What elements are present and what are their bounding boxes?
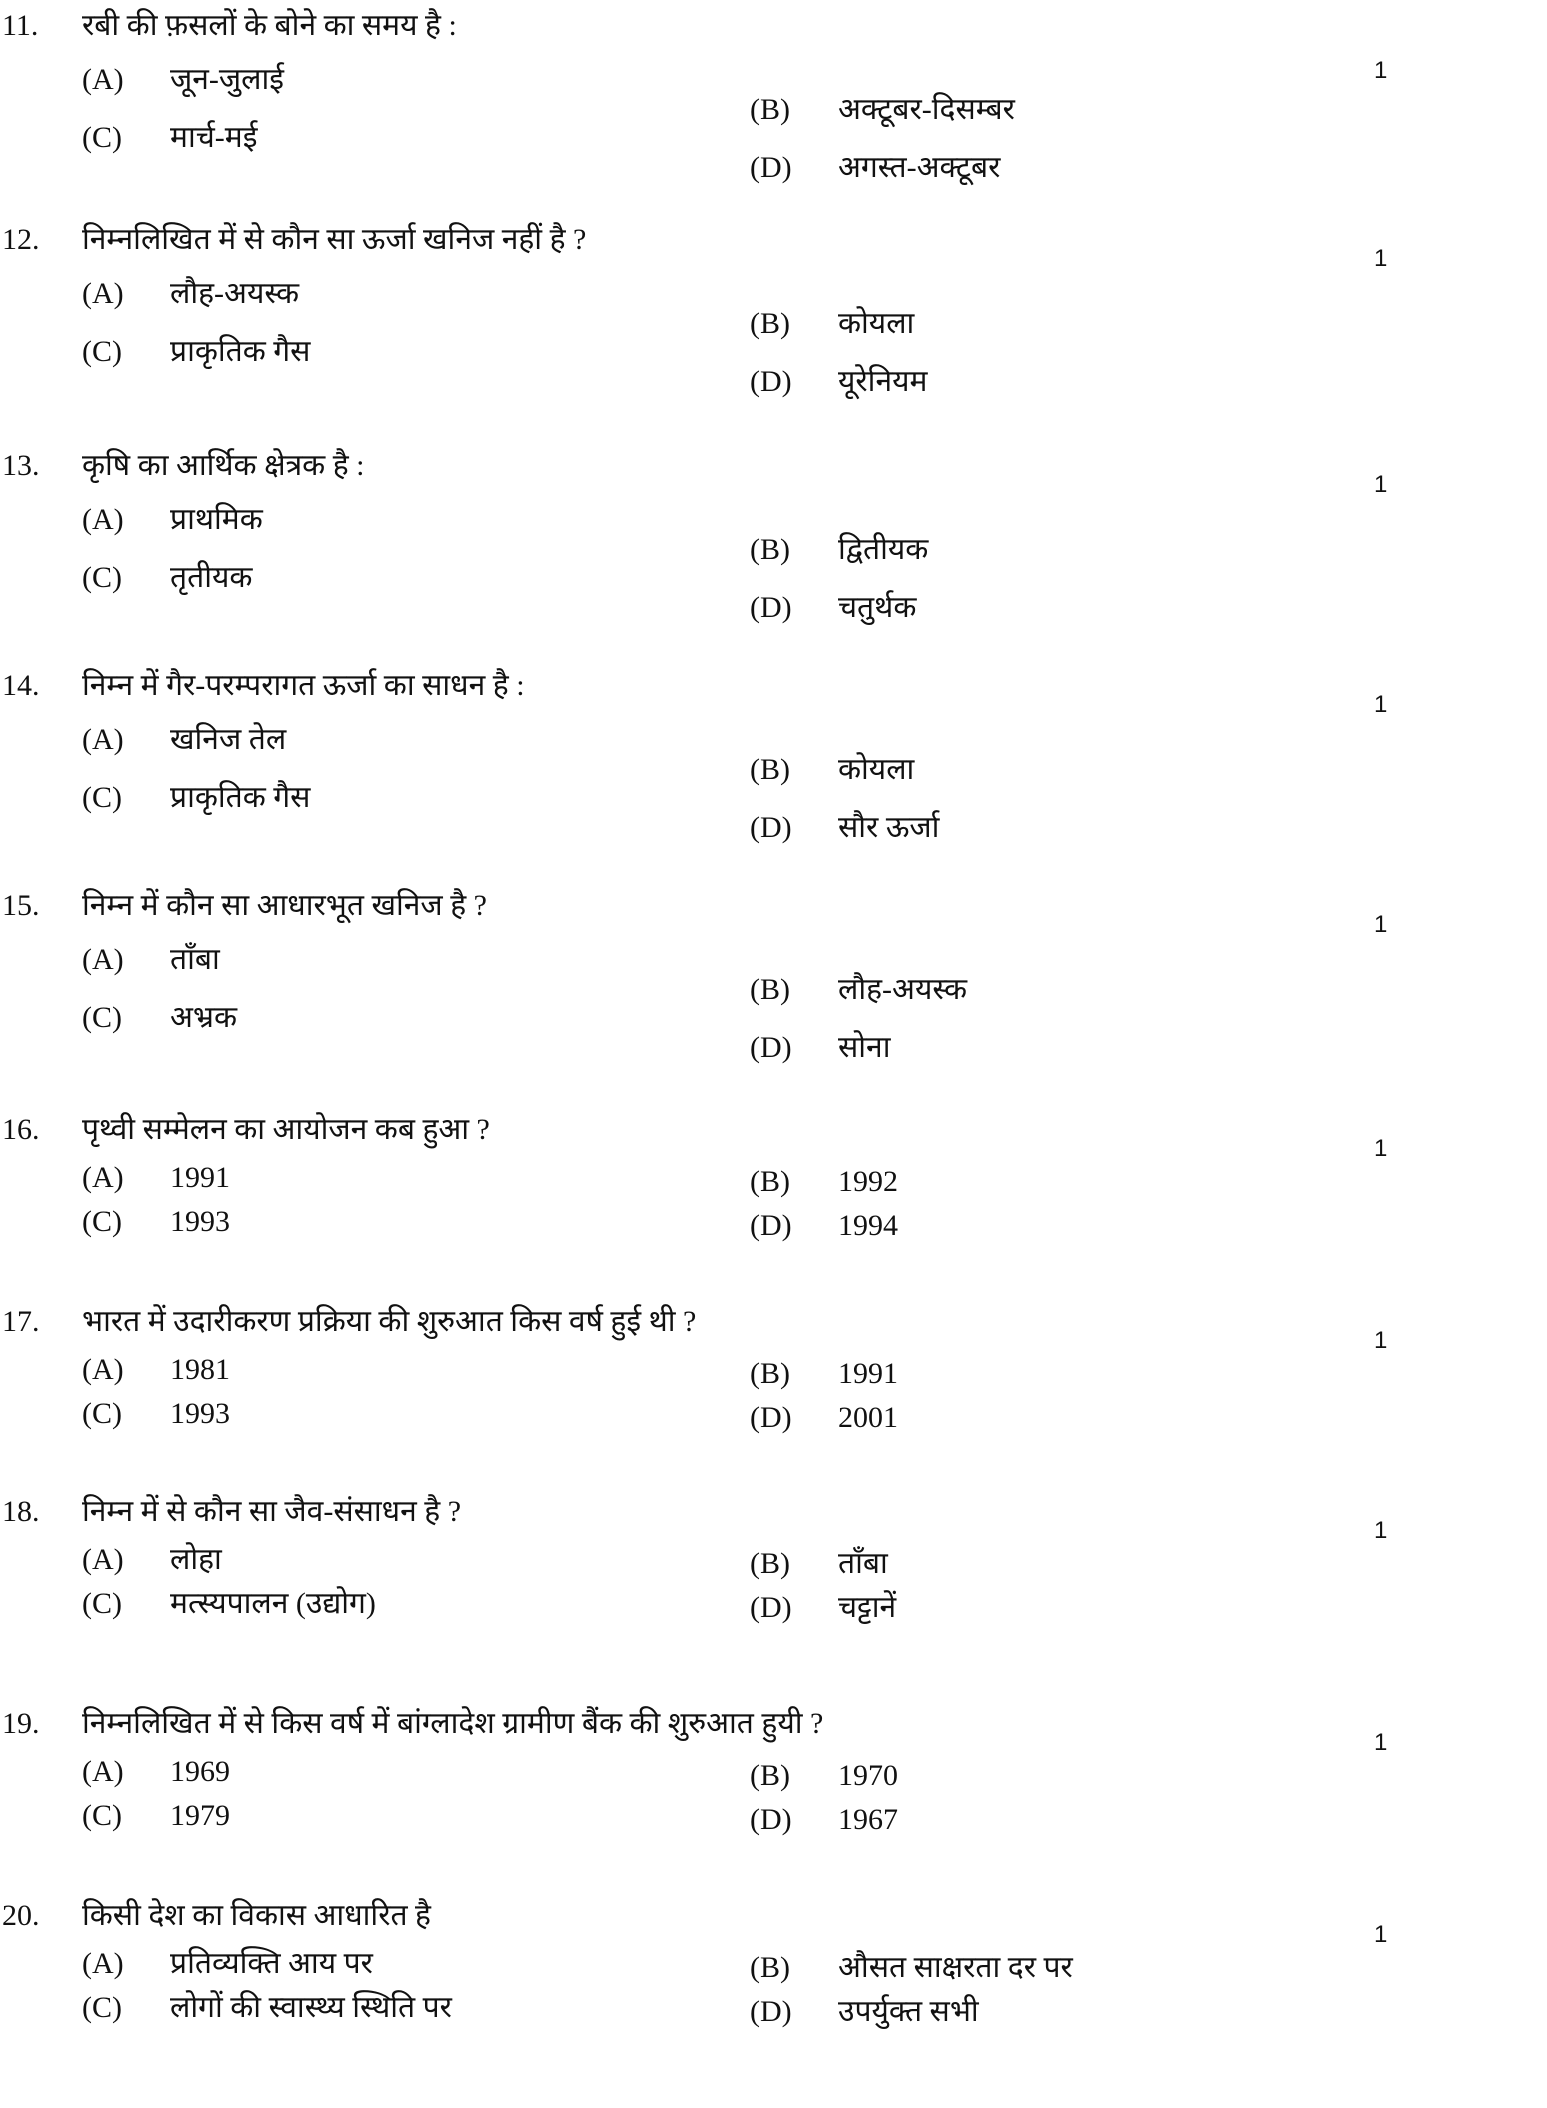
question-number: 17. [2,1305,40,1338]
question-text: निम्न में से कौन सा जैव-संसाधन है ? [82,1495,462,1528]
option-a [82,1352,230,1388]
question-number: 13. [2,449,40,482]
question-17 [0,1304,1547,1514]
option-text: अभ्रक [170,1001,238,1034]
question-marks: 1 [1374,1135,1388,1162]
option-b [750,92,1015,128]
option-c [82,780,310,816]
option-c [82,1204,230,1240]
option-text: 1992 [838,1165,898,1198]
option-text: ताँबा [170,943,220,976]
option-text: 1993 [170,1397,230,1430]
option-label: (C) [82,121,122,154]
question-12 [0,222,1547,432]
option-text: खनिज तेल [170,723,287,756]
option-label: (C) [82,1205,122,1238]
option-text: लौह-अयस्क [170,277,300,310]
option-d [750,1030,890,1066]
option-a [82,276,299,312]
option-label: (B) [750,533,790,566]
option-label: (A) [82,943,124,976]
option-label: (A) [82,277,124,310]
option-a [82,1754,230,1790]
option-a [82,1160,230,1196]
question-marks: 1 [1374,1729,1388,1756]
option-label: (A) [82,1353,124,1386]
option-label: (A) [82,1947,124,1980]
option-text: प्राकृतिक गैस [170,781,311,814]
option-label: (B) [750,973,790,1006]
option-text: लोहा [170,1543,222,1576]
question-marks: 1 [1374,57,1388,84]
option-text: 1969 [170,1755,230,1788]
question-16 [0,1112,1547,1322]
question-number: 20. [2,1899,40,1932]
question-text: पृथ्वी सम्मेलन का आयोजन कब हुआ ? [82,1113,490,1146]
option-c [82,1000,237,1036]
option-label: (B) [750,1165,790,1198]
option-label: (B) [750,753,790,786]
option-text: कोयला [838,753,915,786]
option-text: लौह-अयस्क [838,973,968,1006]
option-text: 1994 [838,1209,898,1242]
option-c [82,1396,230,1432]
question-text: निम्न में गैर-परम्परागत ऊर्जा का साधन है : [82,669,525,702]
option-label: (D) [750,591,792,624]
option-label: (D) [750,1591,792,1624]
option-label: (A) [82,63,124,96]
option-a [82,942,220,978]
option-label: (B) [750,93,790,126]
option-label: (D) [750,365,792,398]
option-label: (A) [82,1161,124,1194]
question-number: 19. [2,1707,40,1740]
option-text: तृतीयक [170,561,253,594]
option-label: (D) [750,1031,792,1064]
option-d [750,150,1000,186]
question-number: 12. [2,223,40,256]
option-text: यूरेनियम [838,365,928,398]
option-label: (A) [82,723,124,756]
option-label: (C) [82,561,122,594]
question-marks: 1 [1374,911,1388,938]
option-b [750,306,914,342]
question-number: 18. [2,1495,40,1528]
question-marks: 1 [1374,1327,1388,1354]
option-text: प्राकृतिक गैस [170,335,311,368]
option-text: लोगों की स्वास्थ्य स्थिति पर [170,1991,452,2024]
question-text: निम्नलिखित में से कौन सा ऊर्जा खनिज नहीं है ? [82,223,587,256]
option-text: प्रतिव्यक्ति आय पर [170,1947,373,1980]
option-text: 1991 [170,1161,230,1194]
option-a [82,722,286,758]
option-d [750,1802,898,1838]
option-label: (C) [82,781,122,814]
question-number: 14. [2,669,40,702]
option-b [750,752,914,788]
question-number: 15. [2,889,40,922]
question-text: किसी देश का विकास आधारित है [82,1899,431,1932]
option-text: सोना [838,1031,891,1064]
option-b [750,972,967,1008]
option-label: (D) [750,1401,792,1434]
option-d [750,364,927,400]
question-14 [0,668,1547,878]
option-c [82,1990,452,2026]
question-19 [0,1706,1547,1916]
option-text: 1970 [838,1759,898,1792]
option-a [82,1542,222,1578]
option-text: चट्टानें [838,1591,897,1624]
question-20 [0,1898,1547,2108]
option-d [750,1208,898,1244]
option-text: जून-जुलाई [170,63,285,96]
option-c [82,1798,230,1834]
question-15 [0,888,1547,1098]
option-text: ताँबा [838,1547,888,1580]
option-text: 1991 [838,1357,898,1390]
question-text: निम्न में कौन सा आधारभूत खनिज है ? [82,889,487,922]
option-text: सौर ऊर्जा [838,811,940,844]
option-label: (B) [750,1547,790,1580]
question-number: 11. [2,9,39,42]
option-label: (D) [750,1995,792,2028]
option-text: चतुर्थक [838,591,917,624]
option-label: (C) [82,1799,122,1832]
option-b [750,1164,898,1200]
option-text: द्वितीयक [838,533,929,566]
question-text: कृषि का आर्थिक क्षेत्रक है : [82,449,365,482]
option-b [750,532,928,568]
question-marks: 1 [1374,1921,1388,1948]
option-text: 1967 [838,1803,898,1836]
option-c [82,1586,376,1622]
option-text: प्राथमिक [170,503,263,536]
option-d [750,810,939,846]
question-marks: 1 [1374,691,1388,718]
option-label: (C) [82,335,122,368]
option-label: (A) [82,1755,124,1788]
option-d [750,1590,896,1626]
option-text: मत्स्यपालन (उद्योग) [170,1587,376,1620]
question-text: भारत में उदारीकरण प्रक्रिया की शुरुआत किस वर्ष हुई थी ? [82,1305,697,1338]
option-c [82,120,257,156]
option-label: (C) [82,1587,122,1620]
question-marks: 1 [1374,245,1388,272]
option-b [750,1356,898,1392]
option-text: 1993 [170,1205,230,1238]
option-text: 2001 [838,1401,898,1434]
question-13 [0,448,1547,658]
option-label: (C) [82,1001,122,1034]
option-label: (B) [750,1951,790,1984]
question-11 [0,8,1547,218]
question-text: रबी की फ़सलों के बोने का समय है : [82,9,457,42]
option-text: 1979 [170,1799,230,1832]
option-b [750,1758,898,1794]
option-label: (C) [82,1991,122,2024]
option-label: (C) [82,1397,122,1430]
option-text: अगस्त-अक्टूबर [838,151,1001,184]
option-text: मार्च-मई [170,121,258,154]
option-text: उपर्युक्त सभी [838,1995,979,2028]
option-a [82,62,284,98]
option-label: (D) [750,811,792,844]
question-18 [0,1494,1547,1704]
question-number: 16. [2,1113,40,1146]
option-label: (D) [750,1803,792,1836]
option-c [82,334,310,370]
option-label: (B) [750,1357,790,1390]
option-label: (A) [82,503,124,536]
option-c [82,560,252,596]
option-label: (A) [82,1543,124,1576]
question-text: निम्नलिखित में से किस वर्ष में बांग्लादेश ग्रामीण बैंक की शुरुआत हुयी ? [82,1707,824,1740]
option-b [750,1546,888,1582]
option-text: अक्टूबर-दिसम्बर [838,93,1015,126]
question-marks: 1 [1374,471,1388,498]
option-d [750,1400,898,1436]
option-text: 1981 [170,1353,230,1386]
option-text: कोयला [838,307,915,340]
option-text: औसत साक्षरता दर पर [838,1951,1073,1984]
option-label: (D) [750,1209,792,1242]
option-label: (B) [750,307,790,340]
option-a [82,502,263,538]
option-a [82,1946,373,1982]
option-b [750,1950,1073,1986]
option-d [750,1994,979,2030]
question-marks: 1 [1374,1517,1388,1544]
option-d [750,590,916,626]
option-label: (B) [750,1759,790,1792]
option-label: (D) [750,151,792,184]
